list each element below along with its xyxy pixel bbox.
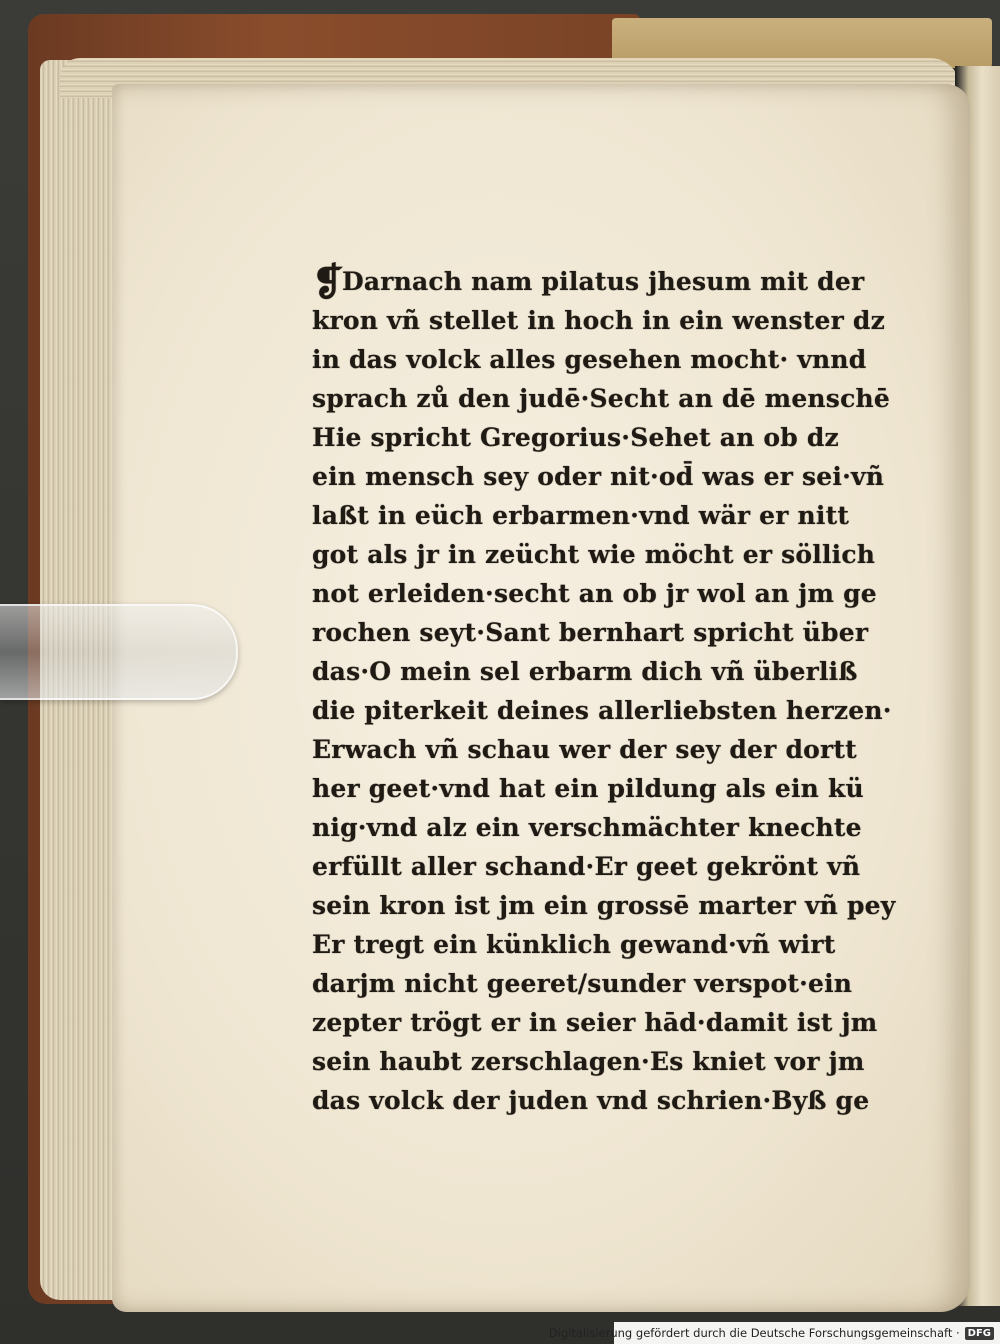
text-line: kron vñ stellet in hoch in ein wenster dz [312, 306, 886, 335]
text-line: Er tregt ein künklich gewand·vñ wirt [312, 930, 836, 959]
pilcrow-mark: ❡ [312, 262, 345, 301]
text-line: not erleiden·secht an ob jr wol an jm ge [312, 579, 877, 608]
text-line: laßt in eüch erbarmen·vnd wär er nitt [312, 501, 850, 530]
text-line: sprach zů den judē·Secht an dē menschē [312, 384, 890, 413]
text-line: nig·vnd alz ein verschmächter knechte [312, 813, 862, 842]
text-line: erfüllt aller schand·Er geet gekrönt vñ [312, 852, 861, 881]
text-line: das volck der juden vnd schrien·Byß ge [312, 1086, 870, 1115]
text-line: got als jr in zeücht wie möcht er söllich [312, 540, 876, 569]
text-line: in das volck alles gesehen mocht· vnnd [312, 345, 867, 374]
footer-banner [548, 1322, 1000, 1344]
footer-text: Digitalisierung gefördert durch die Deutsche Forschungsgemeinschaft · [548, 1326, 960, 1340]
text-line: sein haubt zerschlagen·Es kniet vor jm [312, 1047, 865, 1076]
text-line: darjm nicht geeret/sunder verspot·ein [312, 969, 853, 998]
text-line: zepter trögt er in seier hād·damit ist jm [312, 1008, 878, 1037]
text-block [312, 262, 898, 1115]
glass-page-weight [0, 604, 238, 700]
text-line: ein mensch sey oder nit·od̄ was er sei·vñ [312, 462, 885, 491]
text-line: die piterkeit deines allerliebsten herzen· [312, 696, 892, 725]
text-line: Erwach vñ schau wer der sey der dortt [312, 735, 857, 764]
text-line: sein kron ist jm ein grossē marter vñ pey [312, 891, 896, 920]
dfg-logo-icon: DFG [965, 1327, 994, 1340]
text-line: rochen seyt·Sant bernhart spricht über [312, 618, 869, 647]
text-line: her geet·vnd hat ein pildung als ein kü [312, 774, 864, 803]
text-line: ❡Darnach nam pilatus jhesum mit der [312, 262, 865, 301]
text-line: Hie spricht Gregorius·Sehet an ob dz [312, 423, 839, 452]
text-line: das·O mein sel erbarm dich vñ überliß [312, 657, 858, 686]
